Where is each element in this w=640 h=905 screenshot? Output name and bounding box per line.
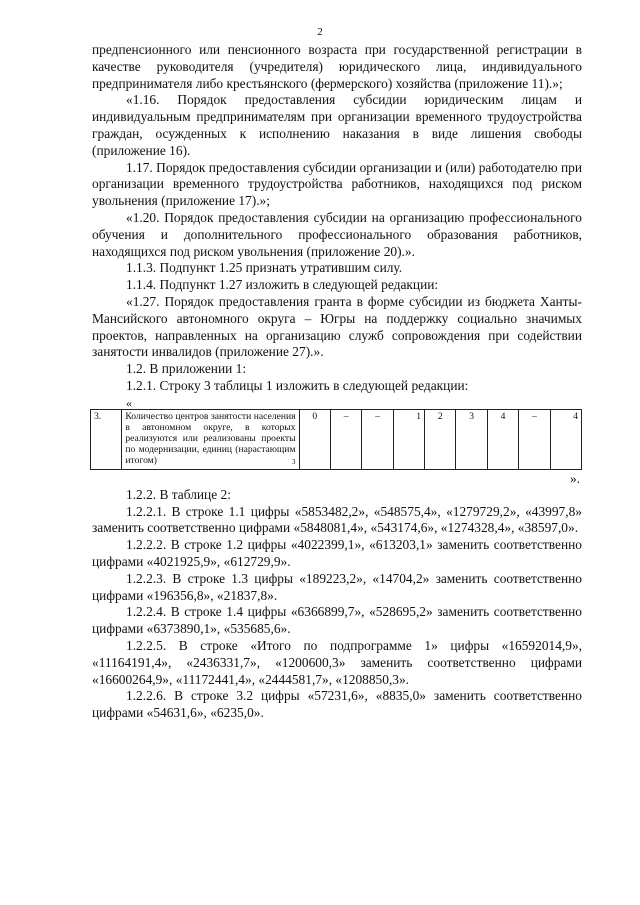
paragraph-1-2-2-3: 1.2.2.3. В строке 1.3 цифры «189223,2», «14704,2» заменить соответственно цифрами «196356,8», «21837,8».: [92, 570, 582, 603]
indicator-superscript: 3: [292, 457, 296, 466]
paragraph-1-2-2-6: 1.2.2.6. В строке 3.2 цифры «57231,6», «8835,0» заменить соответственно цифрами «54631,6», «6235,0».: [92, 688, 582, 721]
indicator-name: Количество центров занятости населения в автономном округе, в которых реализуются или реализованы проекты по модернизации, единиц (нарастающим итогом): [125, 410, 296, 466]
paragraph-1-2-1: 1.2.1. Строку 3 таблицы 1 изложить в следующей редакции:: [126, 377, 469, 393]
value-cell: 4: [487, 409, 518, 469]
page-number: 2: [317, 26, 323, 38]
paragraph-1-2-2-4: 1.2.2.4. В строке 1.4 цифры «6366899,7», «528695,2» заменить соответственно цифрами «6373890,1», «535685,6».: [92, 604, 582, 637]
indicator-name-cell: [122, 409, 299, 469]
table-row: [91, 409, 582, 469]
paragraph-1-27: «1.27. Порядок предоставления гранта в форме субсидии из бюджета Ханты-Мансийского автономного округа – Югры на поддержку социально значимых проектов, направленных на организацию служб сопровождения при содействии занятости инвалидов (приложение 27).».: [92, 293, 582, 360]
value-cell: 4: [550, 409, 581, 469]
table-open-quote: «: [126, 395, 132, 410]
value-cell: –: [519, 409, 550, 469]
document-body: [92, 42, 582, 722]
value-cell: –: [362, 409, 393, 469]
paragraph-1-1-3: 1.1.3. Подпункт 1.25 признать утратившим силу.: [126, 260, 403, 276]
paragraph-1-16: «1.16. Порядок предоставления субсидии юридическим лицам и индивидуальным предпринимателям при организации временного трудоустройства граждан, осужденных к исполнению наказания в виде лишения свободы (приложение 16).: [92, 92, 582, 158]
paragraph-1-17: 1.17. Порядок предоставления субсидии организации и (или) работодателю при организации временного трудоустройства работников, находящихся под риском увольнения (приложение 17).»;: [92, 159, 582, 209]
paragraph-1-2-2-2: 1.2.2.2. В строке 1.2 цифры «4022399,1», «613203,1» заменить соответственно цифрами «4021925,9», «612729,9».: [92, 537, 582, 569]
paragraph-1-20: «1.20. Порядок предоставления субсидии на организацию профессионального обучения и дополнительного профессионального образования работников, находящихся под риском увольнения (приложение 20).».: [92, 209, 582, 259]
value-cell: 3: [456, 409, 487, 469]
value-cell: 1: [393, 409, 424, 469]
value-cell: 0: [299, 409, 330, 469]
paragraph-1-2-2-1: 1.2.2.1. В строке 1.1 цифры «5853482,2», «548575,4», «1279729,2», «43997,8» заменить соответственно цифрами «5848081,4», «543174,6», «1274328,4», «38597,0».: [92, 503, 582, 536]
row-number-cell: 3.: [91, 409, 122, 469]
paragraph-1-2: 1.2. В приложении 1:: [126, 361, 247, 377]
indicator-table: [90, 409, 582, 470]
value-cell: 2: [425, 409, 456, 469]
value-cell: –: [330, 409, 361, 469]
paragraph-1-2-2: 1.2.2. В таблице 2:: [126, 486, 231, 502]
table-close-quote: ».: [569, 470, 580, 486]
paragraph-continuation: предпенсионного или пенсионного возраста при государственной регистрации в качестве руководителя (учредителя) юридического лица, индивидуального предпринимателя либо крестьянского (фермерского) хозяйства (приложение 11).»;: [92, 42, 582, 91]
paragraph-1-2-2-5: 1.2.2.5. В строке «Итого по подпрограмме 1» цифры «16592014,9», «11164191,4», «2436331,7», «1200600,3» заменить соответственно цифрами «16600264,9», «11172441,4», «2444581,7», «1208850,3».: [92, 637, 582, 687]
paragraph-1-1-4: 1.1.4. Подпункт 1.27 изложить в следующей редакции:: [126, 277, 439, 293]
